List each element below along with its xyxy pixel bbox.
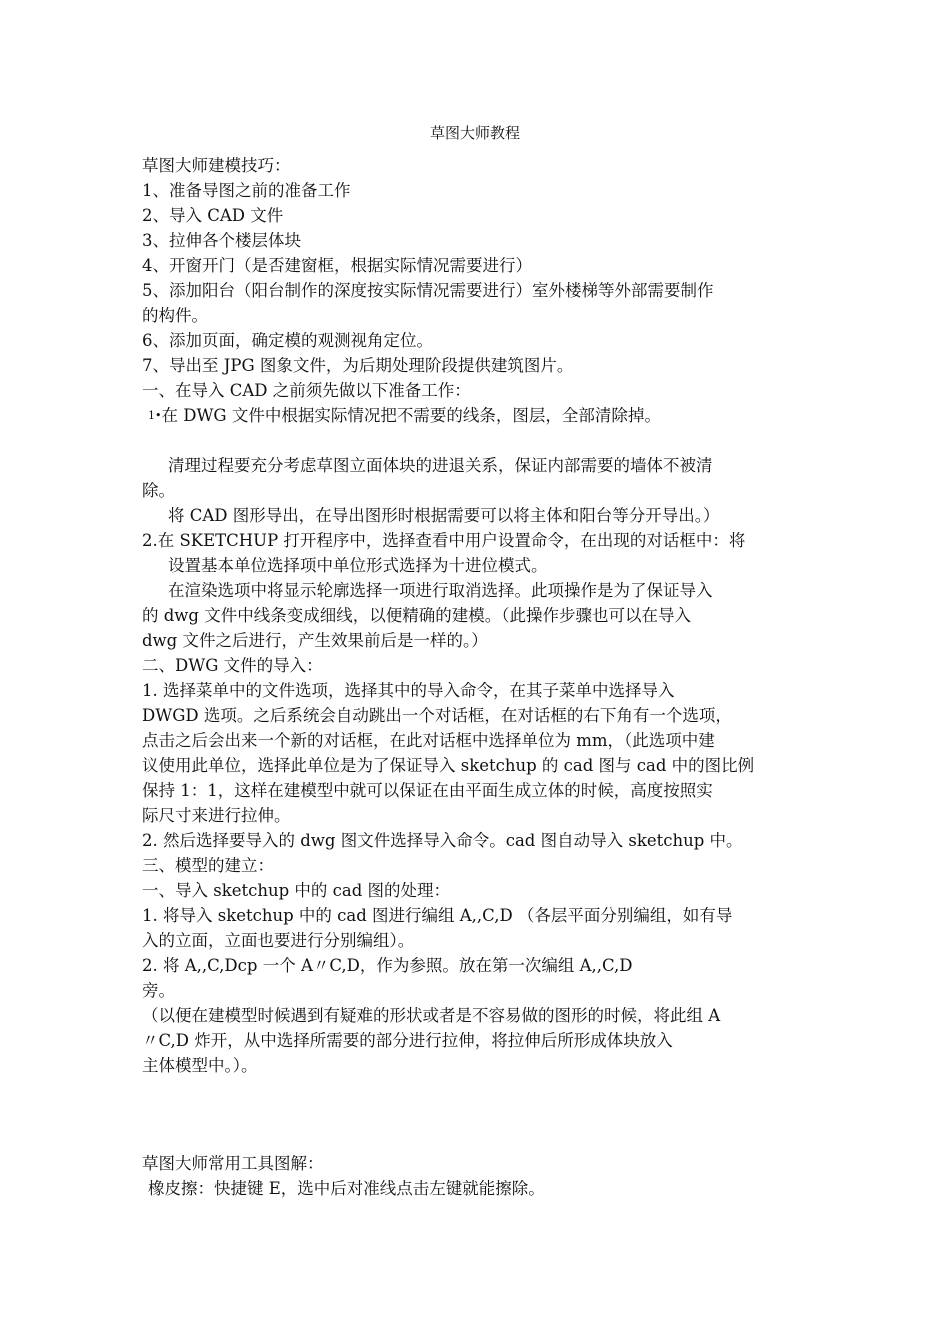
paragraph-line: 际尺寸来进行拉伸。 — [142, 806, 291, 825]
paragraph-line: 2. 然后选择要导入的 dwg 图文件选择导入命令。cad 图自动导入 sketchup 中。 — [142, 831, 743, 850]
list-item: 2、导入 CAD 文件 — [142, 206, 284, 225]
document-body — [142, 153, 826, 1078]
list-item: 4、开窗开门（是否建窗框，根据实际情况需要进行） — [142, 256, 532, 275]
paragraph-line: 保持 1：1，这样在建模型中就可以保证在由平面生成立体的时候，高度按照实 — [142, 781, 713, 800]
paragraph-line: DWGD 选项。之后系统会自动跳出一个对话框，在对话框的右下角有一个选项， — [142, 706, 732, 725]
section-heading: 一、在导入 CAD 之前须先做以下准备工作： — [142, 381, 471, 400]
paragraph-line: 清理过程要充分考虑草图立面体块的进退关系，保证内部需要的墙体不被清 — [168, 456, 713, 475]
tool-eraser-line: 橡皮擦：快捷键 E，选中后对准线点击左键就能擦除。 — [148, 1179, 545, 1198]
blank-line — [142, 428, 826, 453]
paragraph-line: 1. 将导入 sketchup 中的 cad 图进行编组 A,,C,D （各层平面分别编组，如有导 — [142, 906, 733, 925]
list-item: 7、导出至 JPG 图象文件，为后期处理阶段提供建筑图片。 — [142, 356, 574, 375]
paragraph-line: 2. 将 A,,C,Dcp 一个 A〃C,D，作为参照。放在第一次编组 A,,C,D — [142, 956, 633, 975]
section-heading: 二、DWG 文件的导入： — [142, 656, 323, 675]
paragraph-line: 将 CAD 图形导出，在导出图形时根据需要可以将主体和阳台等分开导出。） — [168, 506, 720, 525]
paragraph-line: 议使用此单位，选择此单位是为了保证导入 sketchup 的 cad 图与 cad 中的图比例 — [142, 756, 755, 775]
paragraph-line: 主体模型中。）。 — [142, 1056, 258, 1075]
tools-section — [142, 1151, 826, 1201]
section-heading: 一、导入 sketchup 中的 cad 图的处理： — [142, 881, 451, 900]
tools-heading: 草图大师常用工具图解： — [142, 1154, 324, 1173]
paragraph-line: 除。 — [142, 481, 175, 500]
list-item: 1、准备导图之前的准备工作 — [142, 181, 351, 200]
section-heading: 三、模型的建立： — [142, 856, 274, 875]
bullet-marker: 1• — [148, 409, 162, 422]
bullet-item — [142, 403, 826, 428]
paragraph-line: 入的立面，立面也要进行分别编组）。 — [142, 931, 415, 950]
paragraph-line: 2.在 SKETCHUP 打开程序中，选择查看中用户设置命令，在出现的对话框中：将 — [142, 531, 746, 550]
list-item: 3、拉伸各个楼层体块 — [142, 231, 301, 250]
paragraph-line: dwg 文件之后进行，产生效果前后是一样的。） — [142, 631, 488, 650]
paragraph-line: 的 dwg 文件中线条变成细线，以便精确的建模。（此操作步骤也可以在导入 — [142, 606, 691, 625]
paragraph-line: （以便在建模型时候遇到有疑难的形状或者是不容易做的图形的时候，将此组 A — [142, 1006, 721, 1025]
paragraph-line: 1. 选择菜单中的文件选项，选择其中的导入命令，在其子菜单中选择导入 — [142, 681, 675, 700]
page-title: 草图大师教程 — [429, 124, 520, 142]
paragraph-line: 设置基本单位选择项中单位形式选择为十进位模式。 — [168, 556, 548, 575]
paragraph-line: 点击之后会出来一个新的对话框，在此对话框中选择单位为 mm，（此选项中建 — [142, 731, 715, 750]
list-item: 6、添加页面，确定模的观测视角定位。 — [142, 331, 433, 350]
section-heading: 草图大师建模技巧： — [142, 156, 291, 175]
list-item-continuation: 的构件。 — [142, 306, 208, 325]
paragraph-line: 〃C,D 炸开，从中选择所需要的部分进行拉伸，将拉伸后所形成体块放入 — [142, 1031, 673, 1050]
list-item: 5、添加阳台（阳台制作的深度按实际情况需要进行）室外楼梯等外部需要制作 — [142, 281, 714, 300]
paragraph-line: 在渲染选项中将显示轮廓选择一项进行取消选择。此项操作是为了保证导入 — [168, 581, 713, 600]
bullet-text: 在 DWG 文件中根据实际情况把不需要的线条，图层，全部清除掉。 — [161, 406, 661, 425]
paragraph-line: 旁。 — [142, 981, 175, 1000]
